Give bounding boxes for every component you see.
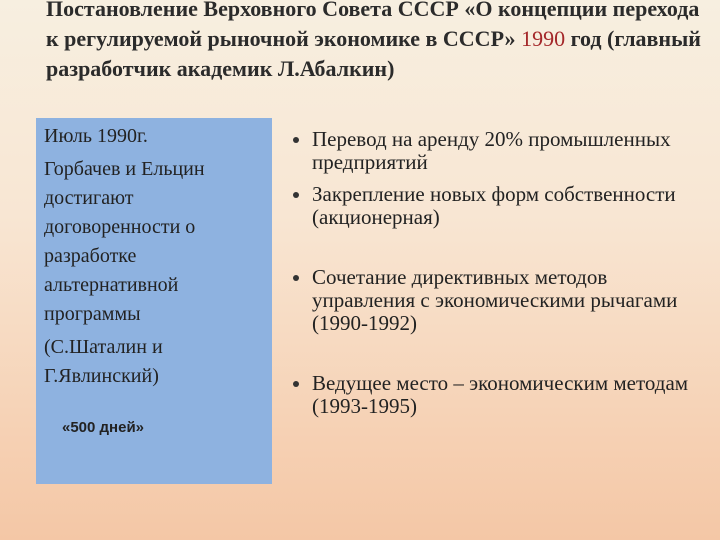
bullet-text: Перевод на аренду 20% промышленных предприятий xyxy=(312,127,671,174)
bullet-dot-icon xyxy=(293,137,299,143)
authors-text: (С.Шаталин и Г.Явлинский) xyxy=(44,336,163,387)
title-year: 1990 xyxy=(521,26,566,51)
left-info-box xyxy=(36,118,272,484)
bullet-text: Закрепление новых форм собственности (акционерная) xyxy=(312,182,676,229)
bullet-item xyxy=(292,266,712,335)
bullet-item xyxy=(292,183,712,229)
title-text-start: Постановление Верховного Совета СССР «О концепции перехода к регулируемой рыночной экономике в СССР» xyxy=(46,0,700,51)
bullet-list xyxy=(292,128,712,418)
bullet-dot-icon xyxy=(293,275,299,281)
slide-title xyxy=(46,0,706,84)
date-text: Июль 1990г. xyxy=(44,125,148,147)
bullet-text: Сочетание директивных методов управления с экономическими рычагами (1990-1992) xyxy=(312,265,678,335)
bullet-item xyxy=(292,128,712,174)
bullet-dot-icon xyxy=(293,381,299,387)
bullet-text: Ведущее место – экономическим методам (1993-1995) xyxy=(312,371,689,418)
bullet-dot-icon xyxy=(293,192,299,198)
bullet-item xyxy=(292,372,712,418)
program-name: «500 дней» xyxy=(62,419,145,436)
agreement-text: Горбачев и Ельцин достигают договоренности о разработке альтернативной программы xyxy=(44,158,205,325)
title-text-end: год (главный разработчик академик Л.Абалкин) xyxy=(46,26,701,81)
